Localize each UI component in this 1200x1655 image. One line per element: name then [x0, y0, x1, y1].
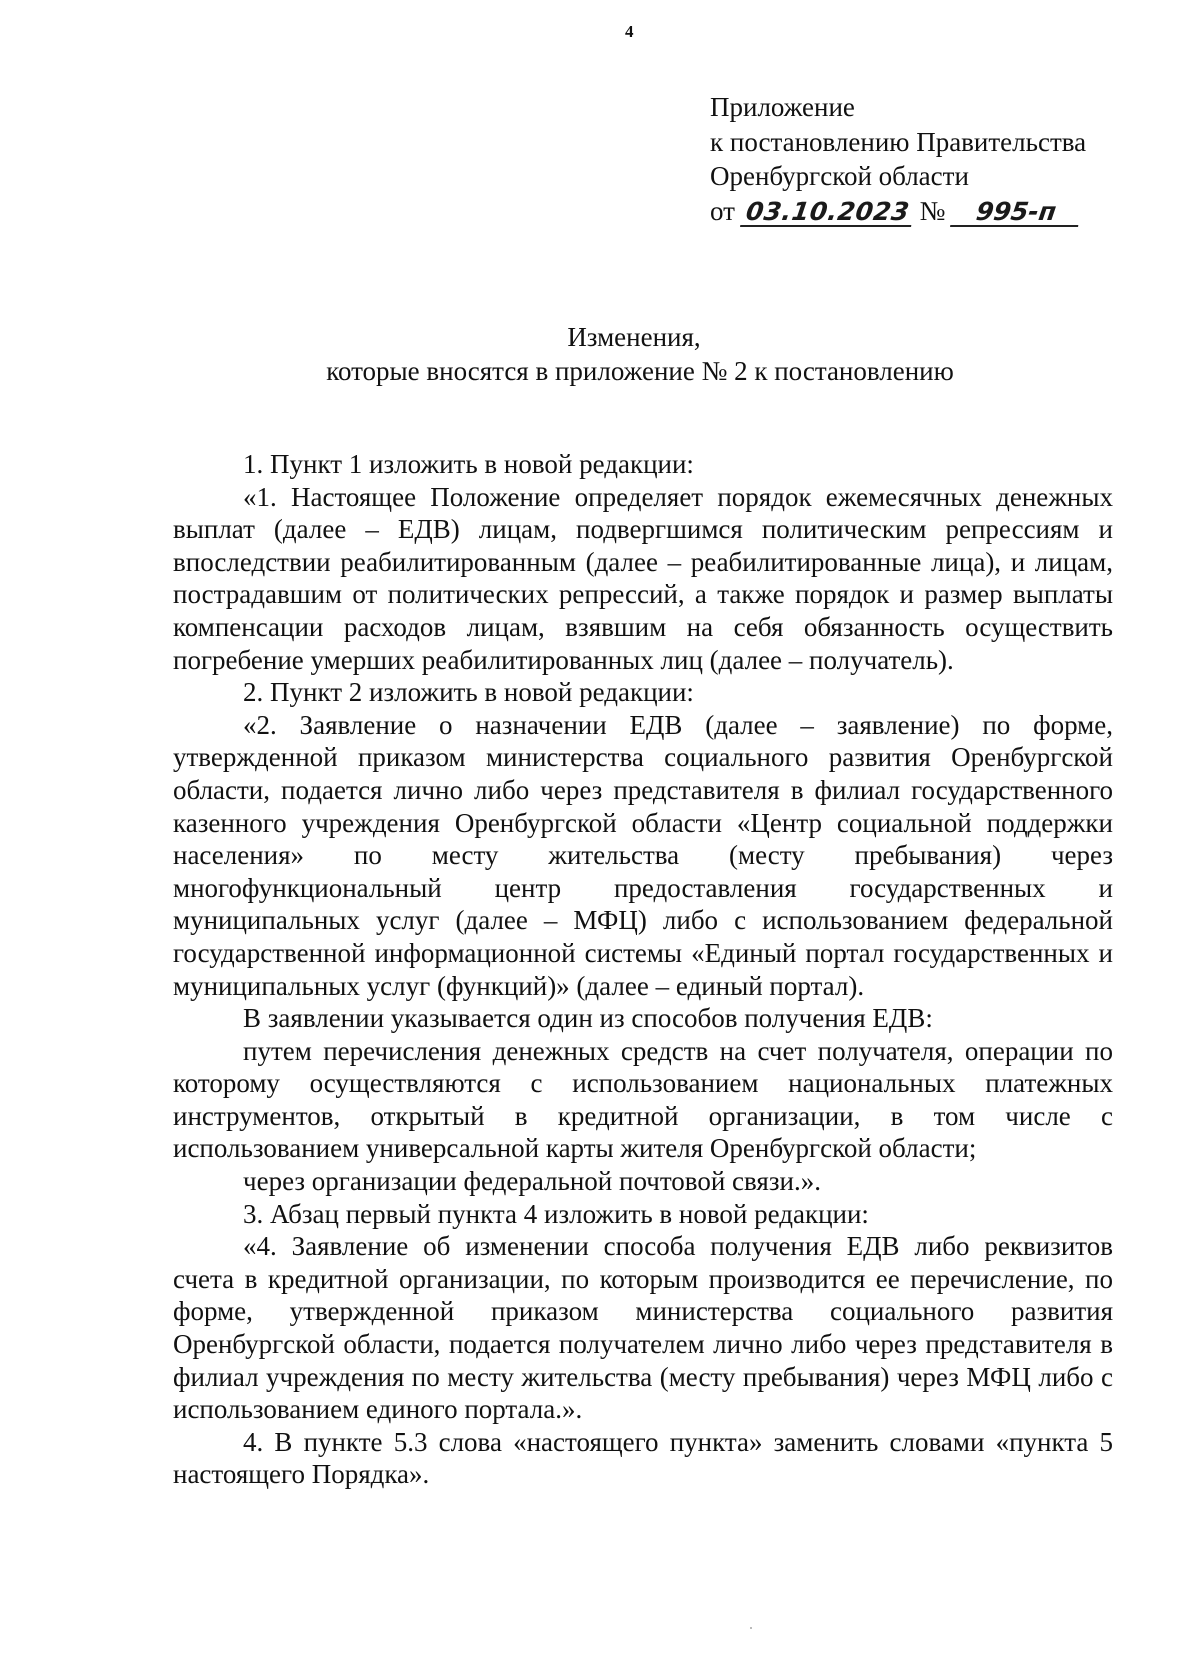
paragraph-point-2-text: «2. Заявление о назначении ЕДВ (далее – заявление) по форме, утвержденной приказом министерства социального развития Оренбургской области, подается лично либо через представителя в филиал государственного казенного учреждения Оренбургской области «Центр социальной поддержки населения» по месту жительства (месту пребывания) через многофункциональный центр предоставления государственных и муниципальных услуг (далее – МФЦ) либо с использованием федеральной государственной информационной системы «Единый портал государственных и муниципальных услуг (функций)» (далее – единый портал). [173, 709, 1113, 1001]
handwritten-number: 995-п [950, 199, 1082, 227]
paragraph-methods-intro: В заявлении указывается один из способов получения ЕДВ: [243, 1003, 933, 1034]
paragraph-method-post: через организации федеральной почтовой связи.». [243, 1166, 821, 1197]
paragraph-item-3: 3. Абзац первый пункта 4 изложить в новой редакции: [243, 1198, 869, 1229]
attachment-region: Оренбургской области [710, 161, 969, 191]
document-subtitle: которые вносятся в приложение № 2 к постановлению [326, 356, 954, 386]
paragraph-item-1: 1. Пункт 1 изложить в новой редакции: [243, 449, 694, 479]
attachment-reference: к постановлению Правительства [710, 126, 1087, 157]
number-prefix: № [919, 195, 946, 226]
paragraph-item-2: 2. Пункт 2 изложить в новой редакции: [243, 677, 694, 708]
date-prefix: от [710, 195, 735, 226]
paragraph-point-1-text: «1. Настоящее Положение определяет порядок ежемесячных денежных выплат (далее – ЕДВ) лицам, подвергшимся политическим репрессиям и впоследствии реабилитированным (далее – реабилитированные лица), и лицам, пострадавшим от политических репрессий, а также порядок и размер выплаты компенсации расходов лицам, взявшим на себя обязанность осуществить погребение умерших реабилитированных лиц (далее – получатель). [173, 481, 1113, 675]
attachment-date-line [710, 194, 1130, 229]
paragraph-item-4: 4. В пункте 5.3 слова «настоящего пункта» заменить словами «пункта 5 настоящего Порядка». [173, 1426, 1113, 1490]
paragraph-point-4-text: «4. Заявление об изменении способа получения ЕДВ либо реквизитов счета в кредитной организации, по которым производится ее перечисление, по форме, утвержденной приказом министерства социального развития Оренбургской области, подается получателем лично либо через представителя в филиал учреждения по месту жительства (месту пребывания) через МФЦ либо с использованием единого портала.». [173, 1231, 1113, 1425]
attachment-title: Приложение [710, 92, 855, 122]
scan-mark [750, 1627, 752, 1629]
attachment-header [710, 90, 1130, 228]
document-title: Изменения, [567, 322, 701, 352]
paragraph-method-bank: путем перечисления денежных средств на счет получателя, операции по которому осуществляются с использованием национальных платежных инструментов, открытый в кредитной организации, в том числе с использованием универсальной карты жителя Оренбургской области; [173, 1035, 1113, 1164]
document-body [173, 448, 1113, 1491]
handwritten-date: 03.10.2023 [740, 199, 915, 227]
page-number: 4 [625, 22, 634, 41]
